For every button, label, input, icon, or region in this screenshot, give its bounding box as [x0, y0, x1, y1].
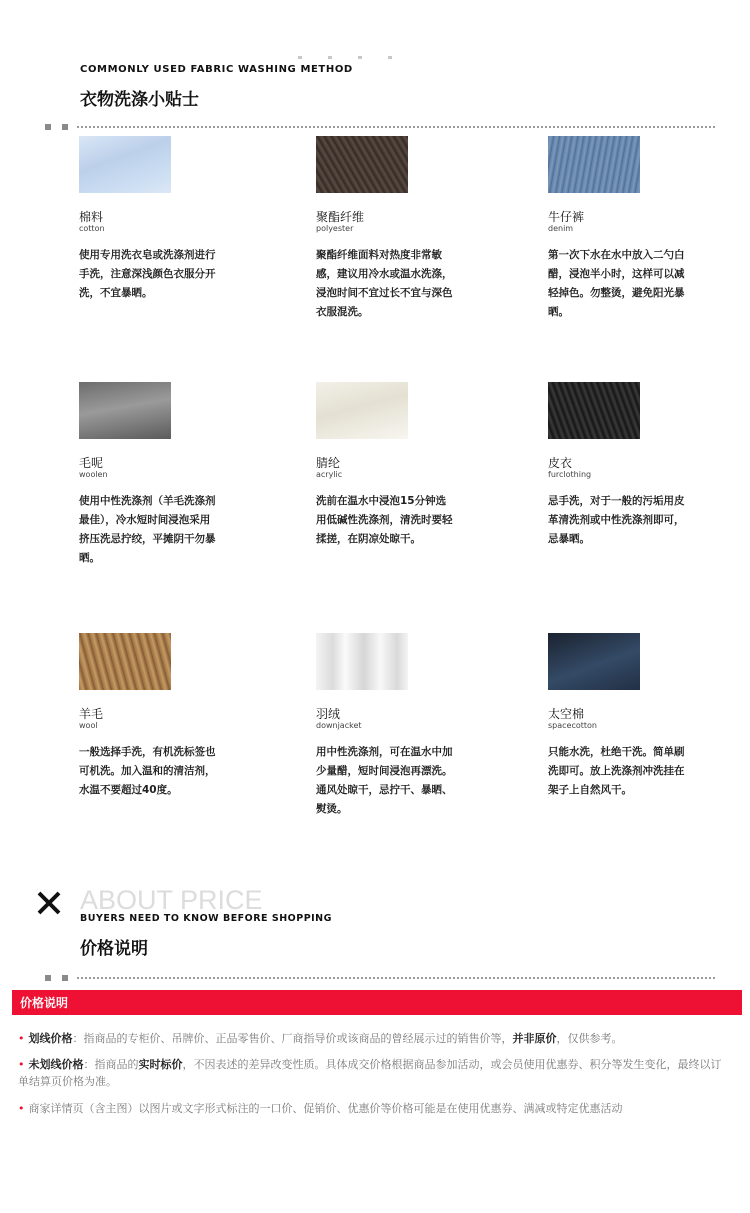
- fabric-name: 牛仔裤: [548, 210, 585, 224]
- fabric-item-cotton: [79, 136, 269, 366]
- section-title: 衣物洗涤小贴士: [80, 90, 199, 110]
- cotton-swatch: [79, 136, 171, 193]
- fabric-item-polyester: [316, 136, 506, 366]
- wool-swatch: [79, 633, 171, 690]
- note-text: ：指商品的专柜价、吊牌价、正品零售价、厂商指导价或该商品的曾经展示过的销售价等，: [72, 1032, 513, 1045]
- price-note-uncrossed: [18, 1056, 730, 1090]
- fabric-name: 皮衣: [548, 456, 573, 470]
- fabric-item-spacecotton: [548, 633, 738, 863]
- fabric-item-wool: [79, 633, 269, 863]
- fabric-name-en: furclothing: [548, 470, 592, 479]
- fabric-name: 太空棉: [548, 707, 585, 721]
- about-price-watermark: ABOUT PRICE: [80, 885, 263, 915]
- bullet-icon: •: [18, 1102, 25, 1115]
- fabric-desc: 用中性洗涤剂，可在温水中加少量醋，短时间浸泡再漂洗。通风处晾干，忌拧干、暴晒、熨烫。: [316, 746, 453, 815]
- fabric-desc: 只能水洗，杜绝干洗。简单刷洗即可。放上洗涤剂冲洗挂在架子上自然风干。: [548, 746, 685, 796]
- fabric-name-en: denim: [548, 224, 574, 233]
- fabric-name-en: woolen: [79, 470, 108, 479]
- fabric-name: 棉料: [79, 210, 104, 224]
- denim-swatch: [548, 136, 640, 193]
- woolen-swatch: [79, 382, 171, 439]
- fabric-item-acrylic: [316, 382, 506, 612]
- fabric-desc: 一般选择手洗，有机洗标签也可机洗。加入温和的清洁剂，水温不要超过40度。: [79, 746, 216, 796]
- note-text: 商家详情页（含主图）以图片或文字形式标注的一口价、促销价、优惠价等价格可能是在使用优惠券、满减或特定优惠活动: [28, 1102, 623, 1115]
- note-emphasis: 并非原价: [512, 1032, 557, 1045]
- price-info-bar: [12, 990, 742, 1015]
- fabric-name-en: downjacket: [316, 721, 362, 730]
- spacecotton-swatch: [548, 633, 640, 690]
- fabric-item-downjacket: [316, 633, 506, 863]
- acrylic-swatch: [316, 382, 408, 439]
- fabric-name: 腈纶: [316, 456, 341, 470]
- leather-swatch: [548, 382, 640, 439]
- about-subtitle-en: BUYERS NEED TO KNOW BEFORE SHOPPING: [80, 913, 332, 924]
- dotted-separator: [45, 124, 715, 130]
- fabric-item-woolen: [79, 382, 269, 612]
- about-title: 价格说明: [80, 939, 148, 959]
- price-info-bar-label: 价格说明: [20, 996, 69, 1010]
- bullet-icon: •: [18, 1058, 25, 1071]
- note-emphasis: 实时标价: [138, 1058, 183, 1071]
- fabric-desc: 忌手洗，对于一般的污垢用皮革清洗剂或中性洗涤剂即可，忌暴晒。: [548, 495, 685, 545]
- fabric-name-en: polyester: [316, 224, 354, 233]
- fabric-item-denim: [548, 136, 738, 366]
- price-note-crossed: [18, 1030, 730, 1047]
- fabric-name: 毛呢: [79, 456, 104, 470]
- fabric-name: 羽绒: [316, 707, 341, 721]
- fabric-desc: 使用中性洗涤剂（羊毛洗涤剂最佳），冷水短时间浸泡采用挤压洗忌拧绞，平摊阴干勿暴晒。: [79, 495, 216, 564]
- fabric-desc: 聚酯纤维面料对热度非常敏感，建议用冷水或温水洗涤，浸泡时间不宜过长不宜与深色衣服混洗。: [316, 249, 453, 318]
- fabric-desc: 使用专用洗衣皂或洗涤剂进行手洗，注意深浅颜色衣服分开洗，不宜暴晒。: [79, 249, 216, 299]
- fabric-name-en: cotton: [79, 224, 105, 233]
- note-text: ，仅供参考。: [556, 1032, 623, 1045]
- fabric-name-en: spacecotton: [548, 721, 597, 730]
- price-note-merchant: [18, 1100, 730, 1117]
- note-term: 未划线价格: [28, 1058, 84, 1071]
- decorative-dots: [298, 44, 438, 48]
- fabric-desc: 洗前在温水中浸泡15分钟选用低碱性洗涤剂，清洗时要轻揉搓，在阴凉处晾干。: [316, 495, 453, 545]
- close-icon: [36, 890, 62, 916]
- dotted-separator: [45, 975, 715, 981]
- section-title-en: COMMONLY USED FABRIC WASHING METHOD: [80, 64, 353, 75]
- note-term: 划线价格: [28, 1032, 73, 1045]
- fabric-name: 羊毛: [79, 707, 104, 721]
- fabric-name: 聚酯纤维: [316, 210, 365, 224]
- downjacket-swatch: [316, 633, 408, 690]
- fabric-desc: 第一次下水在水中放入二勺白醋，浸泡半小时，这样可以减轻掉色。勿整烫，避免阳光暴晒。: [548, 249, 685, 318]
- fabric-item-leather: [548, 382, 738, 612]
- fabric-name-en: wool: [79, 721, 98, 730]
- polyester-swatch: [316, 136, 408, 193]
- note-text: ：指商品的: [83, 1058, 139, 1071]
- bullet-icon: •: [18, 1032, 25, 1045]
- fabric-name-en: acrylic: [316, 470, 343, 479]
- note-text: ，不因表述的差异改变性质。具体成交价格根据商品参加活动，或会员使用优惠券、积分等发生变化，最终以订单结算页价格为准。: [18, 1058, 722, 1088]
